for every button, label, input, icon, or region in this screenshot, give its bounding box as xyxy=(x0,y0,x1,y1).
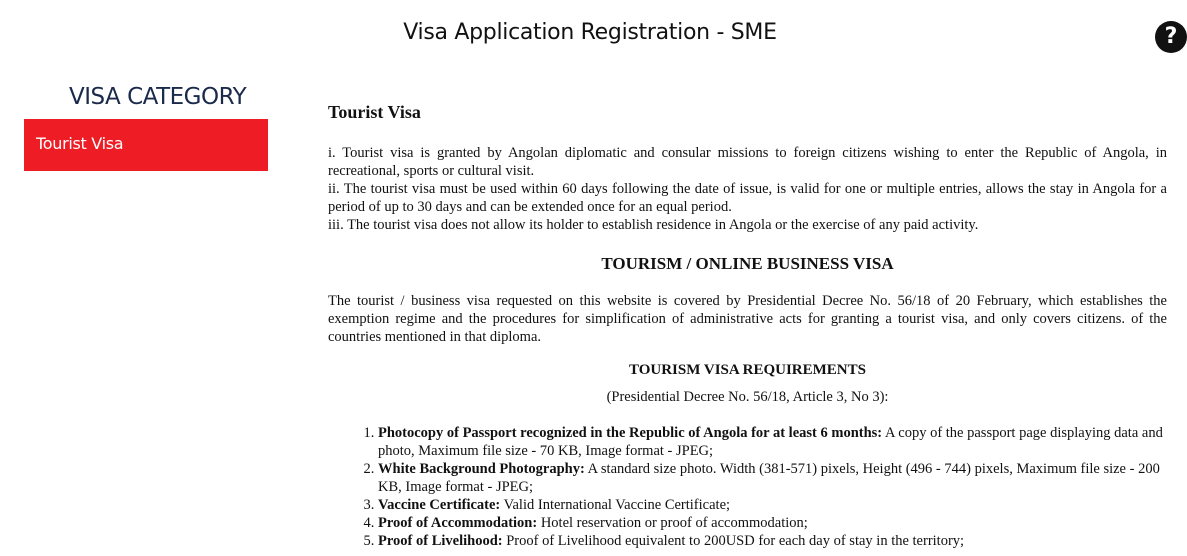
sidebar-heading: VISA CATEGORY xyxy=(69,84,247,110)
requirements-heading: TOURISM VISA REQUIREMENTS xyxy=(628,362,866,378)
sidebar-item-tourist-visa[interactable] xyxy=(24,119,268,171)
online-visa-paragraph: The tourist / business visa requested on this website is covered by Presidential Decree No. 56/18 of 20 February, which establishes the exemption regime and the procedures for simplification of administrative acts for granting a tourist visa, and only covers citizens. of the countries mentioned in that diploma. xyxy=(328,293,1167,345)
list-item xyxy=(378,424,1167,460)
intro-paragraph-1: i. Tourist visa is granted by Angolan diplomatic and consular missions to foreign citizens wishing to enter the Republic of Angola, in recreational, sports or cultural visit. xyxy=(328,145,1167,179)
help-icon[interactable]: ? xyxy=(1155,21,1187,53)
list-item xyxy=(378,514,1167,532)
list-item xyxy=(378,460,1167,496)
requirement-text: Hotel reservation or proof of accommodation; xyxy=(537,515,808,531)
list-item xyxy=(378,532,1167,550)
requirement-text: Proof of Livelihood equivalent to 200USD for each day of stay in the territory; xyxy=(502,533,965,549)
requirement-text: Valid International Vaccine Certificate; xyxy=(500,497,731,513)
requirement-text: A standard size photo. Width (381-571) pixels, Height (496 - 744) pixels, Maximum file size - 200 KB, Image format - JPEG; xyxy=(378,461,1160,495)
requirements-subheading: (Presidential Decree No. 56/18, Article 3, No 3): xyxy=(606,389,889,405)
requirement-label: White Background Photography: xyxy=(378,461,585,477)
list-item xyxy=(378,496,1167,514)
requirements-list xyxy=(328,424,1167,550)
intro-paragraph-2: ii. The tourist visa must be used within 60 days following the date of issue, is valid for one or multiple entries, allows the stay in Angola for a period of up to 30 days and can be extended once for an equal period. xyxy=(328,181,1167,215)
sidebar-item-label: Tourist Visa xyxy=(36,134,124,153)
requirement-text: A copy of the passport page displaying data and photo, Maximum file size - 70 KB, Image format - JPEG; xyxy=(378,425,1163,459)
requirement-label: Vaccine Certificate: xyxy=(378,497,501,513)
online-visa-heading: TOURISM / ONLINE BUSINESS VISA xyxy=(601,254,894,273)
requirement-label: Photocopy of Passport recognized in the Republic of Angola for at least 6 months: xyxy=(378,425,883,441)
section-title: Tourist Visa xyxy=(328,102,421,122)
requirement-label: Proof of Livelihood: xyxy=(378,533,503,549)
page-title: Visa Application Registration - SME xyxy=(403,20,777,45)
requirement-label: Proof of Accommodation: xyxy=(378,515,538,531)
main-content xyxy=(328,100,1167,550)
intro-paragraph-3: iii. The tourist visa does not allow its holder to establish residence in Angola or the exercise of any paid activity. xyxy=(328,217,979,233)
